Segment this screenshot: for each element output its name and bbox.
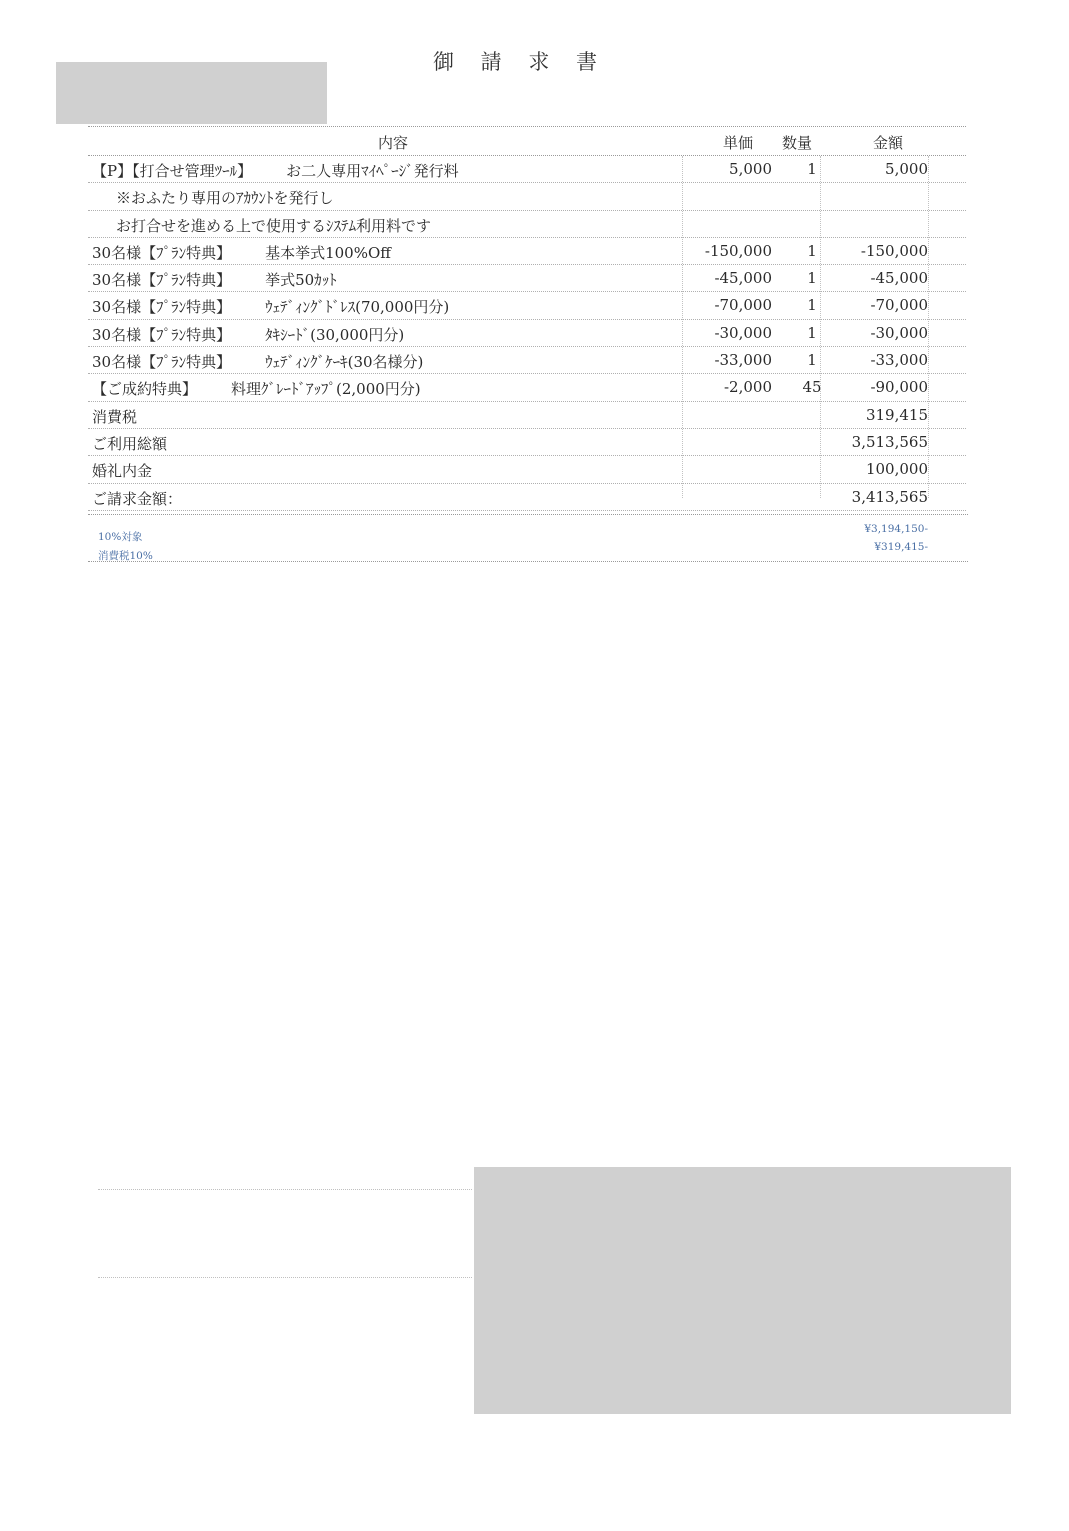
divider-line <box>98 1189 472 1190</box>
content-part: お二人専用ﾏｲﾍﾟｰｼﾞ発行料 <box>286 162 459 180</box>
invoice-table <box>88 126 966 511</box>
header-content: 内容 <box>377 134 408 152</box>
content-part: 【P】【打合せ管理ﾂｰﾙ】 <box>92 162 253 180</box>
content-part: ｳｪﾃﾞｨﾝｸﾞﾄﾞﾚｽ(70,000円分) <box>265 298 450 317</box>
row-amount: 5,000 <box>885 160 928 178</box>
content-part: 30名様【ﾌﾟﾗﾝ特典】 <box>92 325 232 344</box>
row-quantity: 45 <box>802 378 822 397</box>
content-part: ご請求金額： <box>92 489 183 508</box>
row-unit-price: -70,000 <box>714 296 772 315</box>
row-amount: -70,000 <box>870 296 928 315</box>
content-part: 消費税 <box>92 407 138 426</box>
row-content <box>92 324 404 345</box>
redacted-block-top <box>56 62 327 124</box>
table-row <box>88 320 966 347</box>
row-unit-price: -45,000 <box>714 269 772 288</box>
content-part: 30名様【ﾌﾟﾗﾝ特典】 <box>92 298 232 317</box>
table-row <box>88 292 966 319</box>
content-part: 料理ｸﾞﾚｰﾄﾞｱｯﾌﾟ(2,000円分) <box>231 380 421 399</box>
divider-line <box>98 1277 472 1278</box>
table-body <box>88 156 966 511</box>
row-content <box>92 406 137 427</box>
row-amount: -30,000 <box>870 323 928 342</box>
row-content <box>92 160 459 181</box>
table-row <box>88 402 966 429</box>
row-amount: 100,000 <box>865 460 928 479</box>
row-content <box>116 187 334 208</box>
taxable-label: 10%対象 <box>98 531 143 543</box>
redacted-block-bottom <box>474 1167 1011 1414</box>
content-part: ﾀｷｼｰﾄﾞ(30,000円分) <box>265 325 405 344</box>
row-content <box>92 378 421 399</box>
content-part: 30名様【ﾌﾟﾗﾝ特典】 <box>92 243 232 262</box>
header-amount: 金額 <box>872 134 903 152</box>
table-row <box>88 374 966 401</box>
row-amount: 3,413,565 <box>851 487 928 506</box>
content-part: 挙式50ｶｯﾄ <box>265 271 337 290</box>
row-amount: 3,513,565 <box>851 432 928 451</box>
table-row <box>88 265 966 292</box>
content-part: お打合せを進める上で使用するｼｽﾃﾑ利用料です <box>116 216 432 235</box>
tax-label: 消費税10% <box>98 550 153 562</box>
table-row <box>88 484 966 511</box>
row-quantity: 1 <box>807 296 817 315</box>
document-title: 御 請 求 書 <box>432 50 608 74</box>
table-row <box>88 347 966 374</box>
row-quantity: 1 <box>807 323 817 342</box>
row-unit-price: -2,000 <box>723 378 772 397</box>
row-content <box>92 242 391 263</box>
table-row <box>88 238 966 265</box>
content-part: 30名様【ﾌﾟﾗﾝ特典】 <box>92 353 232 372</box>
content-part: ※おふたり専用のｱｶｳﾝﾄを発行し <box>116 189 334 208</box>
column-separator <box>820 156 821 498</box>
row-amount: -150,000 <box>860 241 928 260</box>
row-content <box>92 351 423 372</box>
row-amount: -33,000 <box>870 351 928 370</box>
row-amount: -45,000 <box>870 269 928 288</box>
table-row <box>88 429 966 456</box>
header-unit-price: 単価 <box>722 134 753 152</box>
row-content <box>92 488 182 509</box>
row-quantity: 1 <box>807 351 817 370</box>
row-unit-price: -30,000 <box>714 323 772 342</box>
content-part: 婚礼内金 <box>92 462 153 481</box>
row-quantity: 1 <box>807 269 817 288</box>
row-content <box>92 460 152 481</box>
row-quantity: 1 <box>807 160 817 178</box>
row-quantity: 1 <box>807 241 817 260</box>
table-header <box>88 126 966 156</box>
content-part: 【ご成約特典】 <box>92 380 198 399</box>
row-amount: -90,000 <box>870 378 928 397</box>
table-row <box>88 183 966 210</box>
column-separator <box>928 156 929 498</box>
row-unit-price: -150,000 <box>704 241 772 260</box>
row-content <box>92 433 167 454</box>
row-unit-price: 5,000 <box>729 160 772 178</box>
content-part: 基本挙式100%Off <box>265 243 391 262</box>
row-content <box>92 296 449 317</box>
row-content <box>116 215 431 236</box>
content-part: ｳｪﾃﾞｨﾝｸﾞｹｰｷ(30名様分) <box>265 353 424 372</box>
table-row <box>88 211 966 238</box>
content-part: ご利用総額 <box>92 434 168 453</box>
row-content <box>92 269 337 290</box>
column-separator <box>682 156 683 498</box>
header-quantity: 数量 <box>781 134 812 152</box>
tax-summary <box>88 514 968 562</box>
content-part: 30名様【ﾌﾟﾗﾝ特典】 <box>92 271 232 290</box>
table-row <box>88 156 966 183</box>
row-unit-price: -33,000 <box>714 351 772 370</box>
tax-value: ¥319,415- <box>874 541 928 553</box>
table-row <box>88 456 966 483</box>
row-amount: 319,415 <box>865 405 928 424</box>
taxable-value: ¥3,194,150- <box>864 523 928 535</box>
